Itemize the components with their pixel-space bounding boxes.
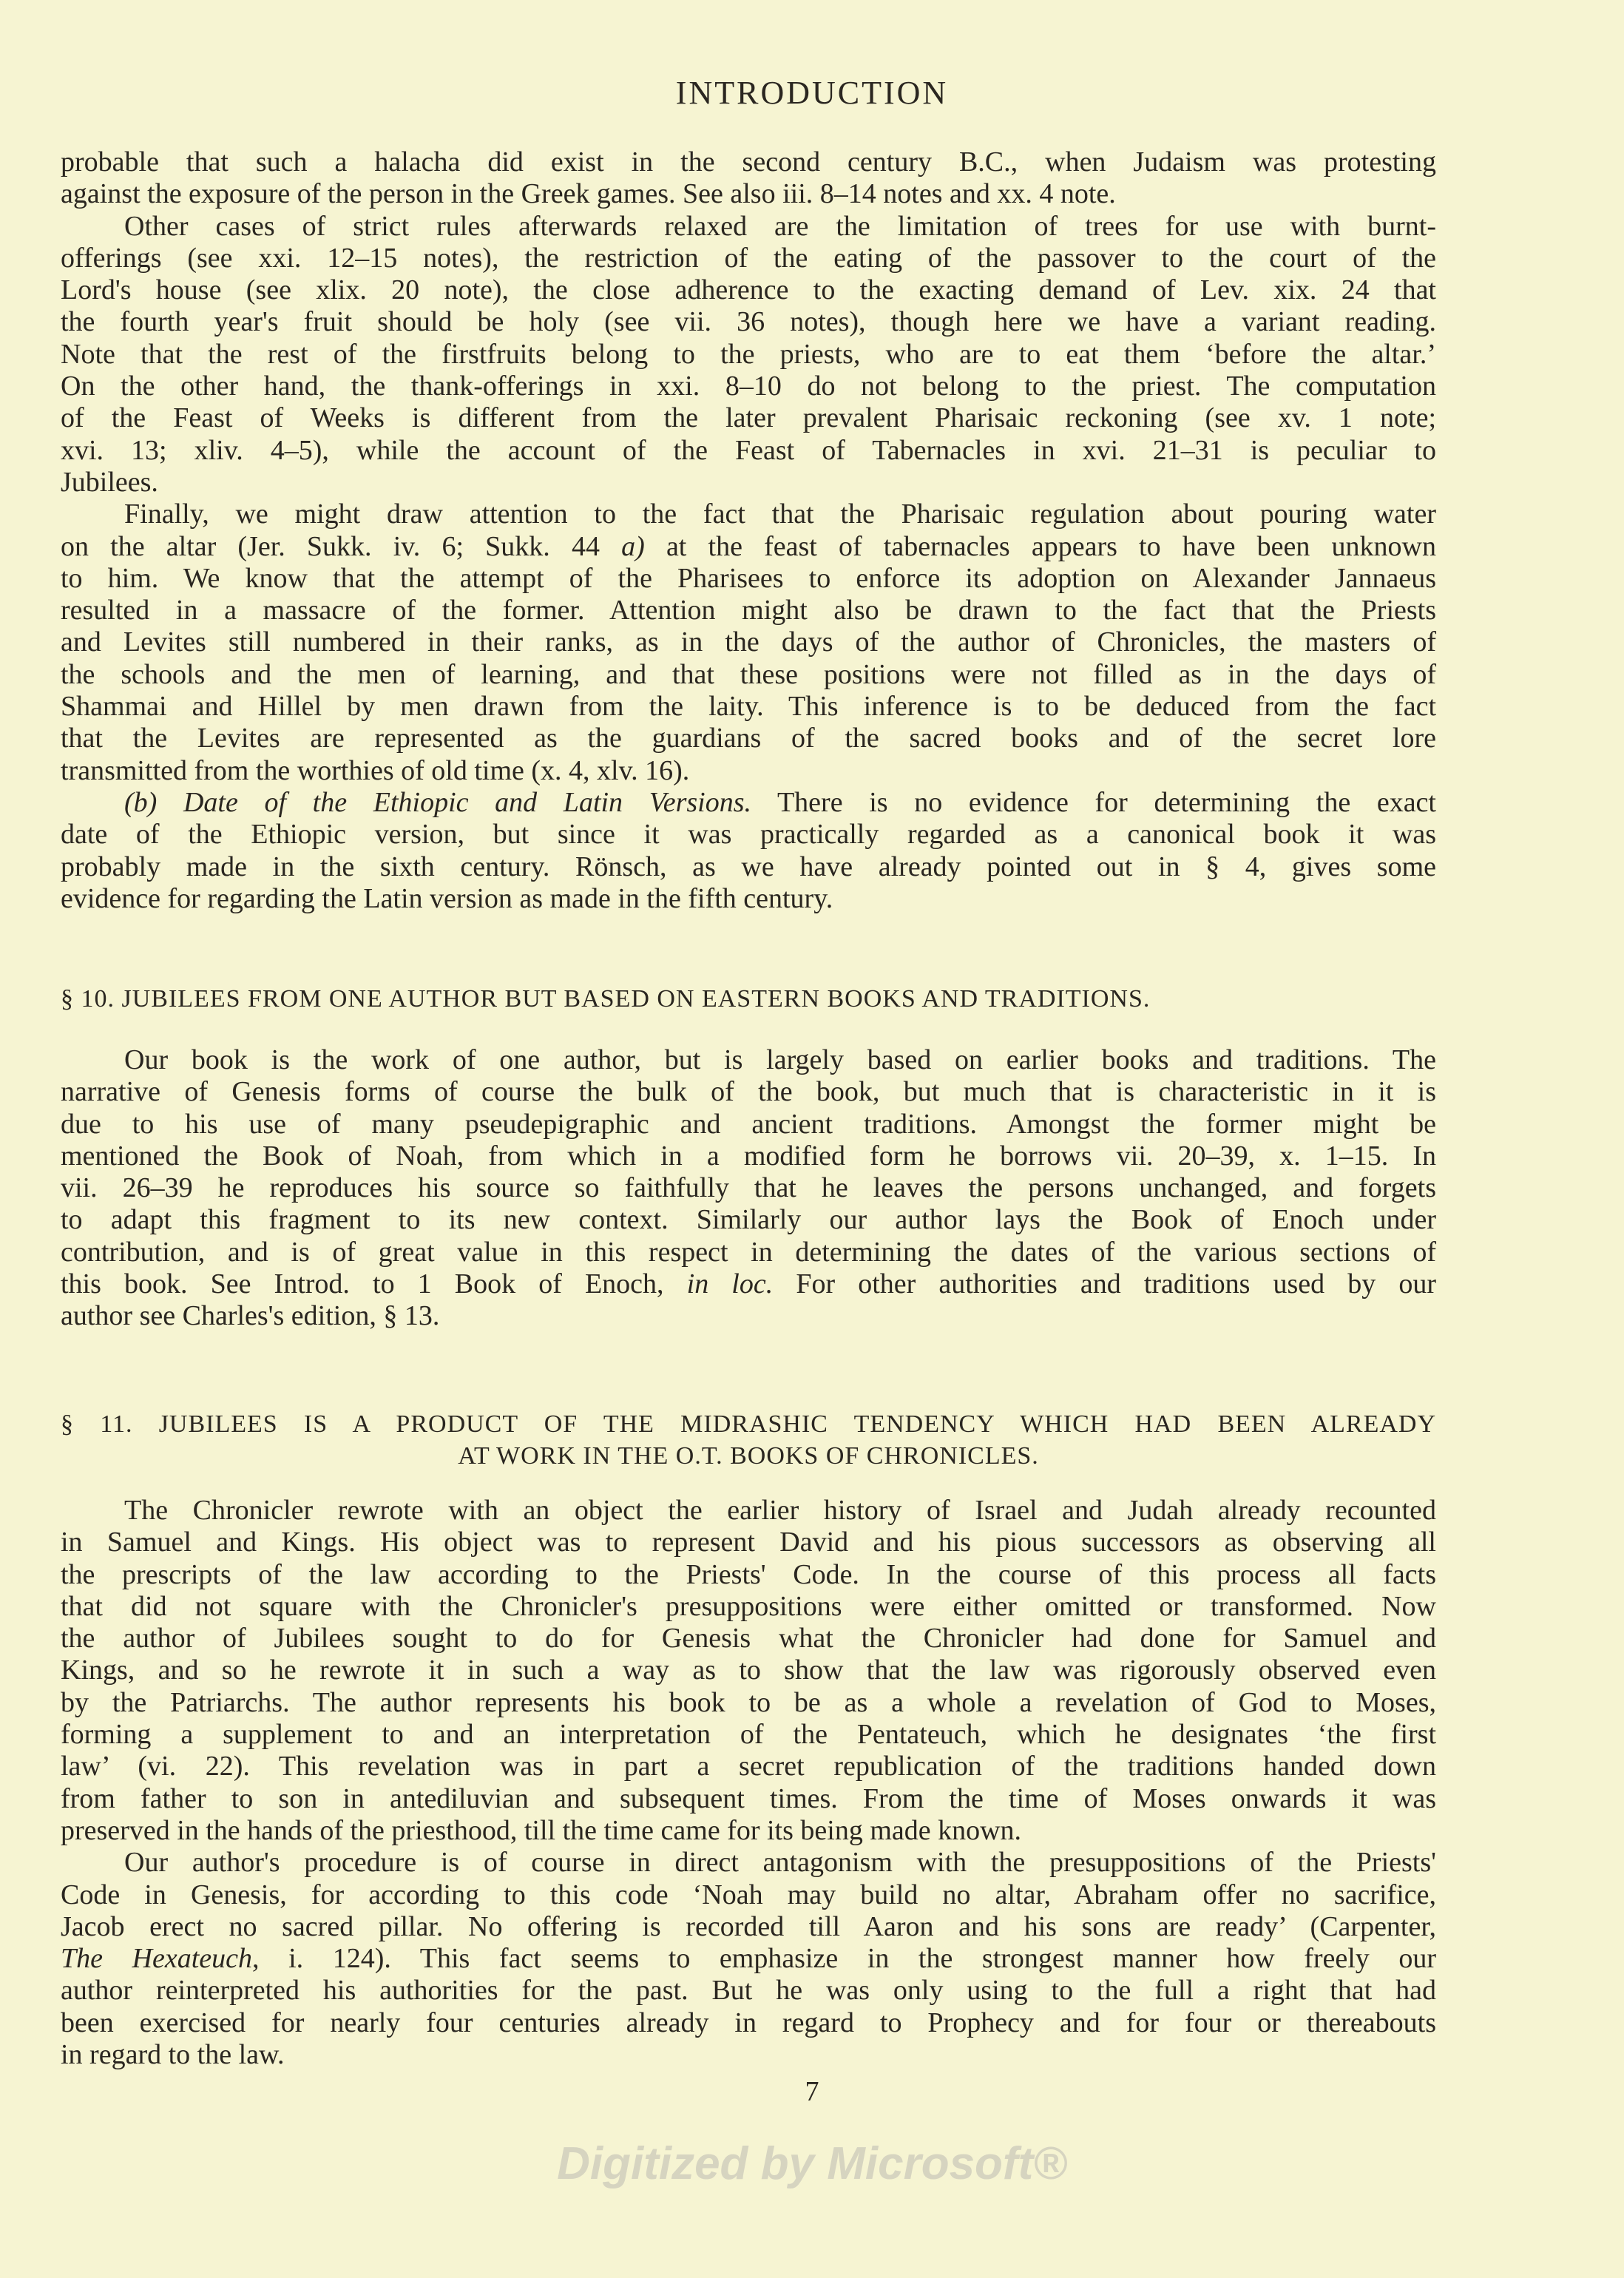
text-line: The Hexateuch, i. 124). This fact seems to emphasize in the strongest manner how freely our [61,1943,1437,1975]
text-line: Our author's procedure is of course in direct antagonism with the presuppositions of the Priests' [124,1847,1436,1879]
watermark: Digitized by Microsoft® [557,2138,1067,2189]
text-line: probably made in the sixth century. Rönsch, as we have already pointed out in § 4, gives some [61,851,1436,882]
section-heading-line: § 11. JUBILEES IS A PRODUCT OF THE MIDRASHIC TENDENCY WHICH HAD BEEN ALREADY [61,1410,1436,1438]
text-line: to adapt this fragment to its new context. Similarly our author lays the Book of Enoch under [61,1204,1436,1236]
text-line: from father to son in antediluvian and subsequent times. From the time of Moses onwards it was [61,1782,1436,1814]
text-line: Kings, and so he rewrote it in such a way as to show that the law was rigorously observed even [61,1655,1436,1686]
text-line: that the Levites are represented as the guardians of the sacred books and of the secret lore [61,723,1436,754]
text-block-section-10 [61,1044,1436,1333]
text-line: The Chronicler rewrote with an object the earlier history of Israel and Judah already recounted [124,1495,1436,1526]
text-line: author reinterpreted his authorities for the past. But he was only using to the full a right that had [61,1975,1436,2007]
text-line: Note that the rest of the firstfruits belong to the priests, who are to eat them ‘before the altar.’ [61,338,1436,370]
text-line: preserved in the hands of the priesthood, till the time came for its being made known. [61,1814,1022,1846]
text-line: the fourth year's fruit should be holy (see vii. 36 notes), though here we have a variant reading. [61,306,1436,338]
text-line: Lord's house (see xlix. 20 note), the close adherence to the exacting demand of Lev. xix. 24 that [61,274,1436,306]
text-line: Jubilees. [61,466,158,498]
text-line: of the Feast of Weeks is different from the later prevalent Pharisaic reckoning (see xv. 1 note; [61,402,1436,434]
paragraph [61,146,1436,211]
text-line: probable that such a halacha did exist in the second century B.C., when Judaism was protesting [61,146,1436,178]
section-heading-11 [61,1409,1436,1473]
text-line: Finally, we might draw attention to the fact that the Pharisaic regulation about pouring water [124,498,1436,530]
text-line: the author of Jubilees sought to do for Genesis what the Chronicler had done for Samuel and [61,1623,1436,1655]
text-line: against the exposure of the person in the Greek games. See also iii. 8–14 notes and xx. 4 note. [61,178,1116,210]
text-line: vii. 26–39 he reproduces his source so faithfully that he leaves the persons unchanged, and forgets [61,1172,1436,1204]
section-heading-line: AT WORK IN THE O.T. BOOKS OF CHRONICLES. [458,1442,1039,1470]
text-line: to him. We know that the attempt of the Pharisees to enforce its adoption on Alexander Jannaeus [61,562,1436,594]
running-header: INTRODUCTION [675,75,949,111]
text-line: on the altar (Jer. Sukk. iv. 6; Sukk. 44 a) at the feast of tabernacles appears to have been unknown [61,530,1436,562]
text-line: forming a supplement to and an interpretation of the Pentateuch, which he designates ‘the first [61,1719,1436,1751]
section-heading-10 [61,984,1436,1015]
text-line: in Samuel and Kings. His object was to represent David and his pious successors as observing all [61,1527,1436,1558]
text-line: that did not square with the Chronicler's presuppositions were either omitted or transformed. Now [61,1590,1436,1622]
paragraph [61,1044,1436,1333]
text-line: xvi. 13; xliv. 4–5), while the account of the Feast of Tabernacles in xvi. 21–31 is peculiar to [61,434,1436,466]
text-line: narrative of Genesis forms of course the bulk of the book, but much that is characteristic in it is [61,1076,1436,1108]
text-line: the schools and the men of learning, and that these positions were not filled as in the days of [61,658,1436,690]
text-line: in regard to the law. [61,2039,285,2071]
text-line: this book. See Introd. to 1 Book of Enoch, in loc. For other authorities and traditions used by our [61,1268,1436,1300]
text-line: (b) Date of the Ethiopic and Latin Versions. There is no evidence for determining the exact [124,786,1436,818]
text-line: date of the Ethiopic version, but since it was practically regarded as a canonical book it was [61,819,1436,851]
text-line: Jacob erect no sacred pillar. No offering is recorded till Aaron and his sons are ready’ (Carpenter, [61,1910,1436,1942]
text-line: Our book is the work of one author, but is largely based on earlier books and traditions. The [124,1044,1436,1075]
text-line: Shammai and Hillel by men drawn from the laity. This inference is to be deduced from the fact [61,691,1436,723]
text-line: transmitted from the worthies of old time (x. 4, xlv. 16). [61,754,690,786]
text-line: resulted in a massacre of the former. Attention might also be drawn to the fact that the Priests [61,595,1436,626]
paragraph [61,1495,1436,1847]
paragraph [61,787,1436,915]
paragraph [61,211,1436,499]
text-line: by the Patriarchs. The author represents his book to be as a whole a revelation of God to Moses, [61,1686,1436,1718]
text-line: law’ (vi. 22). This revelation was in part a secret republication of the traditions handed down [61,1751,1436,1782]
text-line: On the other hand, the thank-offerings in xxi. 8–10 do not belong to the priest. The computation [61,371,1436,402]
text-line: the prescripts of the law according to the Priests' Code. In the course of this process all facts [61,1558,1436,1590]
text-line: and Levites still numbered in their ranks, as in the days of the author of Chronicles, the masters of [61,626,1436,658]
text-line: Code in Genesis, for according to this code ‘Noah may build no altar, Abraham offer no sacrifice, [61,1879,1436,1910]
paragraph [61,1847,1436,2071]
text-block-date-of-versions [61,146,1436,915]
text-line: due to his use of many pseudepigraphic and ancient traditions. Amongst the former might be [61,1108,1436,1140]
text-line: author see Charles's edition, § 13. [61,1300,440,1332]
paragraph [61,498,1436,787]
text-block-section-11 [61,1495,1436,2071]
text-line: evidence for regarding the Latin version as made in the fifth century. [61,882,833,914]
section-heading-line: § 10. JUBILEES FROM ONE AUTHOR BUT BASED ON EASTERN BOOKS AND TRADITIONS. [61,985,1151,1013]
text-line: offerings (see xxi. 12–15 notes), the restriction of the eating of the passover to the court of the [61,242,1436,274]
text-line: contribution, and is of great value in this respect in determining the dates of the various sections of [61,1236,1436,1268]
text-line: Other cases of strict rules afterwards relaxed are the limitation of trees for use with burnt- [124,210,1436,242]
text-line: been exercised for nearly four centuries already in regard to Prophecy and for four or thereabouts [61,2007,1436,2038]
text-line: mentioned the Book of Noah, from which in a modified form he borrows vii. 20–39, x. 1–15. In [61,1140,1436,1172]
page-number: 7 [805,2076,819,2107]
